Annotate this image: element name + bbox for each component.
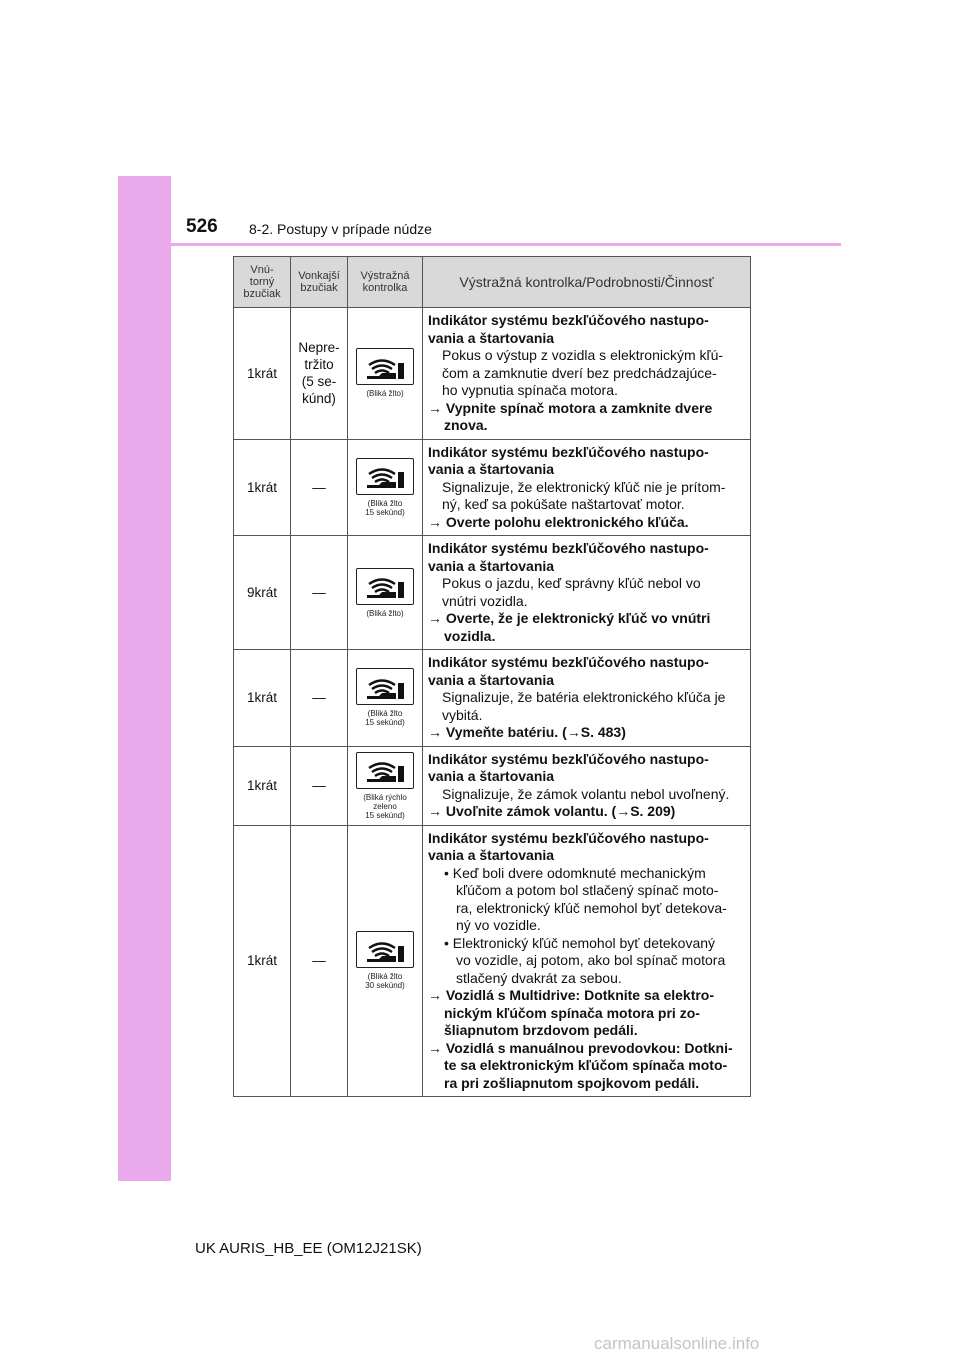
warning-table bbox=[233, 256, 751, 1097]
internal-buzzer-cell: 1krát bbox=[234, 746, 291, 825]
table-header-row bbox=[234, 257, 751, 308]
details-cell bbox=[423, 536, 751, 650]
col-internal-buzzer: Vnú- torný bzučiak bbox=[234, 257, 291, 308]
watermark: carmanualsonline.info bbox=[594, 1334, 760, 1353]
indicator-title: Indikátor systému bezkľúčového nastupo- vania a štartovania bbox=[428, 750, 709, 784]
action-text: → Vozidlá s manuálnou prevodovkou: Dotkni- te sa elektronickým kľúčom spínača moto- ra pri zošliapnutom spojkovom pedáli. bbox=[428, 1039, 733, 1091]
table-row bbox=[234, 536, 751, 650]
smart-key-warning-icon bbox=[356, 348, 414, 385]
col-external-buzzer: Vonkajší bzučiak bbox=[291, 257, 348, 308]
lamp-caption: (Bliká žlto 30 sekúnd) bbox=[365, 972, 405, 991]
external-buzzer-cell: — bbox=[291, 536, 348, 650]
col-details: Výstražná kontrolka/Podrobnosti/Činnosť bbox=[423, 257, 751, 308]
chapter-sidebar-tab bbox=[118, 176, 171, 1181]
indicator-title: Indikátor systému bezkľúčového nastupo- vania a štartovania bbox=[428, 443, 709, 477]
warning-light-cell bbox=[348, 439, 423, 536]
warning-light-cell bbox=[348, 650, 423, 747]
internal-buzzer-cell: 1krát bbox=[234, 439, 291, 536]
action-text: → Overte, že je elektronický kľúč vo vnútri vozidla. bbox=[428, 610, 711, 644]
detail-text: Pokus o výstup z vozidla s elektronickým kľú- čom a zamknutie dverí bez predchádzajúce- ho vypnutia spínača motora. bbox=[442, 347, 724, 398]
external-buzzer-cell: — bbox=[291, 439, 348, 536]
detail-text: Signalizuje, že elektronický kľúč nie je prítom- ný, keď sa pokúšate naštartovať motor. bbox=[442, 478, 726, 512]
details-cell bbox=[423, 746, 751, 825]
warning-light-cell bbox=[348, 825, 423, 1097]
table-row bbox=[234, 439, 751, 536]
internal-buzzer-cell: 9krát bbox=[234, 536, 291, 650]
lamp-caption: (Bliká žlto 15 sekúnd) bbox=[365, 498, 405, 517]
lamp-caption: (Bliká rýchlo zeleno 15 sekúnd) bbox=[363, 792, 407, 820]
header-rule bbox=[171, 243, 841, 246]
section-title: 8-2. Postupy v prípade núdze bbox=[249, 221, 432, 237]
details-cell bbox=[423, 439, 751, 536]
smart-key-warning-icon bbox=[356, 568, 414, 605]
action-text: → Vypnite spínač motora a zamknite dvere znova. bbox=[428, 399, 713, 433]
action-text: → Uvoľnite zámok volantu. (→S. 209) bbox=[428, 803, 676, 819]
footer-model-code: UK AURIS_HB_EE (OM12J21SK) bbox=[195, 1240, 422, 1257]
detail-bullet: • Keď boli dvere odomknuté mechanickým kľúčom a potom bol stlačený spínač moto- ra, elektronický kľúč nemohol byť detekova- ný vo vozidle. bbox=[444, 864, 727, 933]
page-number: 526 bbox=[186, 216, 218, 237]
action-text: → Overte polohu elektronického kľúča. bbox=[428, 513, 689, 530]
external-buzzer-cell: — bbox=[291, 650, 348, 747]
detail-bullet: • Elektronický kľúč nemohol byť detekovaný vo vozidle, aj potom, ako bol spínač motora stlačený dvakrát za sebou. bbox=[444, 934, 726, 986]
details-cell bbox=[423, 650, 751, 747]
table-row bbox=[234, 825, 751, 1097]
internal-buzzer-cell: 1krát bbox=[234, 308, 291, 440]
details-cell bbox=[423, 308, 751, 440]
internal-buzzer-cell: 1krát bbox=[234, 825, 291, 1097]
table-row bbox=[234, 308, 751, 440]
warning-light-cell bbox=[348, 746, 423, 825]
col-warning-light: Výstražná kontrolka bbox=[348, 257, 423, 308]
lamp-caption: (Bliká žlto) bbox=[366, 389, 404, 399]
smart-key-warning-icon bbox=[356, 931, 414, 968]
lamp-caption: (Bliká žlto 15 sekúnd) bbox=[365, 709, 405, 728]
smart-key-warning-icon bbox=[356, 458, 414, 495]
action-text: → Vymeňte batériu. (→S. 483) bbox=[428, 724, 626, 740]
action-text: → Vozidlá s Multidrive: Dotknite sa elektro- nickým kľúčom spínača motora pri zo- šliapnutom brzdovom pedáli. bbox=[428, 987, 715, 1038]
indicator-title: Indikátor systému bezkľúčového nastupo- vania a štartovania bbox=[428, 654, 709, 688]
details-cell bbox=[423, 825, 751, 1097]
external-buzzer-cell: — bbox=[291, 825, 348, 1097]
smart-key-warning-icon bbox=[356, 752, 414, 789]
detail-text: Signalizuje, že batéria elektronického kľúča je vybitá. bbox=[442, 689, 726, 723]
external-buzzer-cell: — bbox=[291, 746, 348, 825]
warning-light-cell bbox=[348, 536, 423, 650]
table-row bbox=[234, 746, 751, 825]
internal-buzzer-cell: 1krát bbox=[234, 650, 291, 747]
indicator-title: Indikátor systému bezkľúčového nastupo- vania a štartovania bbox=[428, 829, 709, 863]
warning-light-cell bbox=[348, 308, 423, 440]
detail-text: Signalizuje, že zámok volantu nebol uvoľnený. bbox=[442, 785, 730, 802]
lamp-caption: (Bliká žlto) bbox=[366, 608, 404, 618]
smart-key-warning-icon bbox=[356, 668, 414, 705]
external-buzzer-cell: Nepre- tržito (5 se- kúnd) bbox=[291, 308, 348, 440]
table-row bbox=[234, 650, 751, 747]
detail-text: Pokus o jazdu, keď správny kľúč nebol vo vnútri vozidla. bbox=[442, 575, 701, 609]
indicator-title: Indikátor systému bezkľúčového nastupo- vania a štartovania bbox=[428, 312, 709, 346]
indicator-title: Indikátor systému bezkľúčového nastupo- vania a štartovania bbox=[428, 540, 709, 574]
